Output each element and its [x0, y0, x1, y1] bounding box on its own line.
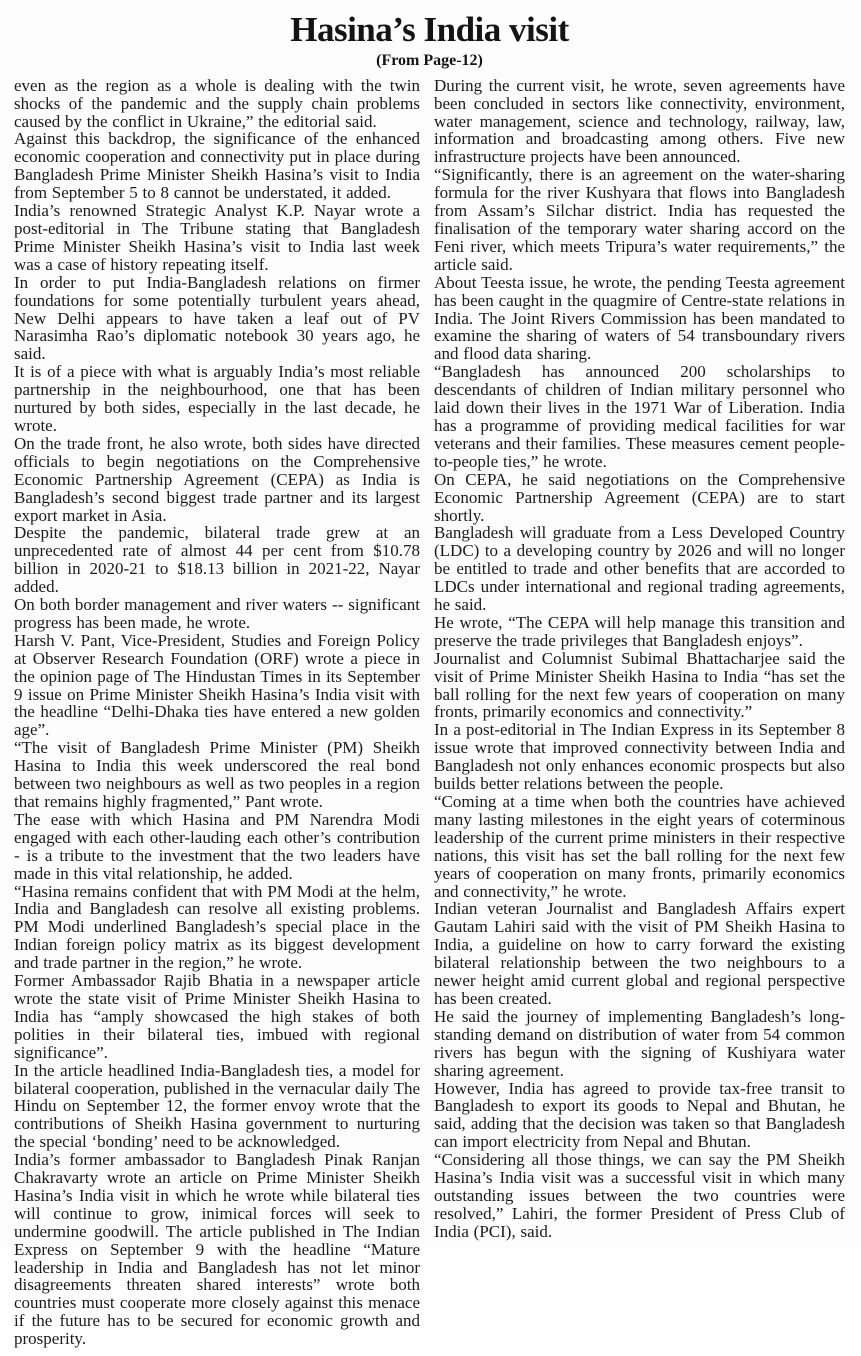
article-column-left — [14, 77, 420, 1348]
article-body — [14, 77, 845, 1348]
article-paragraph: Indian veteran Journalist and Bangladesh Affairs expert Gautam Lahiri said with the visit of PM Sheikh Hasina to India, a guideline on how to carry forward the existing bilateral relationship between the two neighbours to a newer height amid current global and regional perspective has been created. — [434, 899, 845, 1008]
article-paragraph: “Coming at a time when both the countries have achieved many lasting milestones in the eight years of coterminous leadership of the current prime ministers in their respective nations, this visit has set the ball rolling for the next few years of cooperation on many fronts, primarily economics and connectivity,” he wrote. — [434, 792, 845, 901]
article-paragraph: Despite the pandemic, bilateral trade grew at an unprecedented rate of almost 44 per cent from $10.78 billion in 2020-21 to $18.13 billion in 2021-22, Nayar added. — [14, 523, 420, 597]
article-paragraph: even as the region as a whole is dealing with the twin shocks of the pandemic and the supply chain problems caused by the conflict in Ukraine,” the editorial said. — [14, 75, 420, 131]
article-paragraph: Bangladesh will graduate from a Less Developed Country (LDC) to a developing country by 2026 and will no longer be entitled to trade and other benefits that are accorded to LDCs under international and regional trading agreements, he said. — [434, 523, 845, 615]
article-paragraph: “Considering all those things, we can say the PM Sheikh Hasina’s India visit was a successful visit in which many outstanding issues between the two countries were resolved,” Lahiri, the former President of Press Club of India (PCI), said. — [434, 1150, 845, 1241]
article-paragraph: On CEPA, he said negotiations on the Comprehensive Economic Partnership Agreement (CEPA) are to start shortly. — [434, 469, 845, 525]
article-paragraph: During the current visit, he wrote, seven agreements have been concluded in sectors like connectivity, environment, water management, science and technology, railway, law, information and broadcasting among others. Five new infrastructure projects have been announced. — [434, 75, 845, 167]
article-paragraph: About Teesta issue, he wrote, the pending Teesta agreement has been caught in the quagmire of Centre-state relations in India. The Joint Rivers Commission has been mandated to examine the sharing of waters of 54 transboundary rivers and flood data sharing. — [434, 272, 845, 364]
article-paragraph: “Hasina remains confident that with PM Modi at the helm, India and Bangladesh can resolve all existing problems. PM Modi underlined Bangladesh’s special place in the Indian foreign policy matrix as its biggest development and trade partner in the region,” he wrote. — [14, 881, 420, 973]
article-paragraph: In the article headlined India-Bangladesh ties, a model for bilateral cooperation, published in the vernacular daily The Hindu on September 12, the former envoy wrote that the contributions of Sheikh Hasina government to nurturing the special ‘bonding’ need to be acknowledged. — [14, 1060, 420, 1152]
article-title: Hasina’s India visit — [290, 10, 569, 49]
article-paragraph: Journalist and Columnist Subimal Bhattacharjee said the visit of Prime Minister Sheikh Hasina to India “has set the ball rolling for the next few years of cooperation on many fronts, primarily economics and connectivity.” — [434, 648, 845, 722]
article-paragraph: “Significantly, there is an agreement on the water-sharing formula for the river Kushyara that flows into Bangladesh from Assam’s Silchar district. India has requested the finalisation of the temporary water sharing accord on the Feni river, which meets Tripura’s water requirements,” the article said. — [434, 165, 845, 274]
article-paragraph: India’s renowned Strategic Analyst K.P. Nayar wrote a post-editorial in The Tribune stating that Bangladesh Prime Minister Sheikh Hasina’s visit to India last week was a case of history repeating itself. — [14, 201, 420, 274]
article-subtitle: (From Page-12) — [376, 51, 483, 69]
article-paragraph: However, India has agreed to provide tax-free transit to Bangladesh to export its goods to Nepal and Bhutan, he said, adding that the decision was taken so that Bangladesh can import electricity from Nepal and Bhutan. — [434, 1078, 845, 1152]
article-paragraph: Harsh V. Pant, Vice-President, Studies and Foreign Policy at Observer Research Foundation (ORF) wrote a piece in the opinion page of The Hindustan Times in its September 9 issue on Prime Minister Sheikh Hasina’s India visit with the headline “Delhi-Dhaka ties have entered a new golden age”. — [14, 630, 420, 740]
article-paragraph: On both border management and river waters -- significant progress has been made, he wrote. — [14, 595, 420, 632]
article-paragraph: He wrote, “The CEPA will help manage this transition and preserve the trade privileges that Bangladesh enjoys”. — [434, 612, 845, 650]
article-paragraph: On the trade front, he also wrote, both sides have directed officials to begin negotiations on the Comprehensive Economic Partnership Agreement (CEPA) as India is Bangladesh’s second biggest trade partner and its largest export market in Asia. — [14, 433, 420, 525]
article-column-right — [434, 77, 845, 1348]
article-paragraph: Former Ambassador Rajib Bhatia in a newspaper article wrote the state visit of Prime Minister Sheikh Hasina to India has “amply showcased the high stakes of both polities in their bilateral ties, imbued with regional significance”. — [14, 971, 420, 1062]
article-paragraph: In a post-editorial in The Indian Express in its September 8 issue wrote that improved connectivity between India and Bangladesh not only enhances economic prospects but also builds better relations between the people. — [434, 720, 845, 794]
article-paragraph: “Bangladesh has announced 200 scholarships to descendants of children of Indian military personnel who laid down their lives in the 1971 War of Liberation. India has a programme of providing medical facilities for war veterans and their families. These measures cement people-to-people ties,” he wrote. — [434, 362, 845, 471]
article-paragraph: In order to put India-Bangladesh relations on firmer foundations for some potentially turbulent years ahead, New Delhi appears to have taken a leaf out of PV Narasimha Rao’s diplomatic notebook 30 years ago, he said. — [14, 272, 420, 364]
article-paragraph: It is of a piece with what is arguably India’s most reliable partnership in the neighbourhood, one that has been nurtured by both sides, especially in the last decade, he wrote. — [14, 362, 420, 435]
article-paragraph: India’s former ambassador to Bangladesh Pinak Ranjan Chakravarty wrote an article on Prime Minister Sheikh Hasina’s India visit in which he wrote while bilateral ties will continue to grow, inimical forces will seek to undermine goodwill. The article published in The Indian Express on September 9 with the headline “Mature leadership in India and Bangladesh has not let minor disagreements threaten shared interests” wrote both countries must cooperate more closely against this menace if the future has to be secured for economic growth and prosperity. — [14, 1150, 420, 1349]
article-paragraph: “The visit of Bangladesh Prime Minister (PM) Sheikh Hasina to India this week underscored the real bond between two neighbours as well as two peoples in a region that remains highly fragmented,” Pant wrote. — [14, 738, 420, 811]
article-paragraph: The ease with which Hasina and PM Narendra Modi engaged with each other-lauding each other’s contribution - is a tribute to the investment that the two leaders have made in this vital relationship, he added. — [14, 809, 420, 883]
article-paragraph: Against this backdrop, the significance of the enhanced economic cooperation and connectivity put in place during Bangladesh Prime Minister Sheikh Hasina’s visit to India from September 5 to 8 cannot be understated, it added. — [14, 129, 420, 203]
article-paragraph: He said the journey of implementing Bangladesh’s long-standing demand on distribution of water from 54 common rivers has begun with the signing of Kushiyara water sharing agreement. — [434, 1006, 845, 1080]
